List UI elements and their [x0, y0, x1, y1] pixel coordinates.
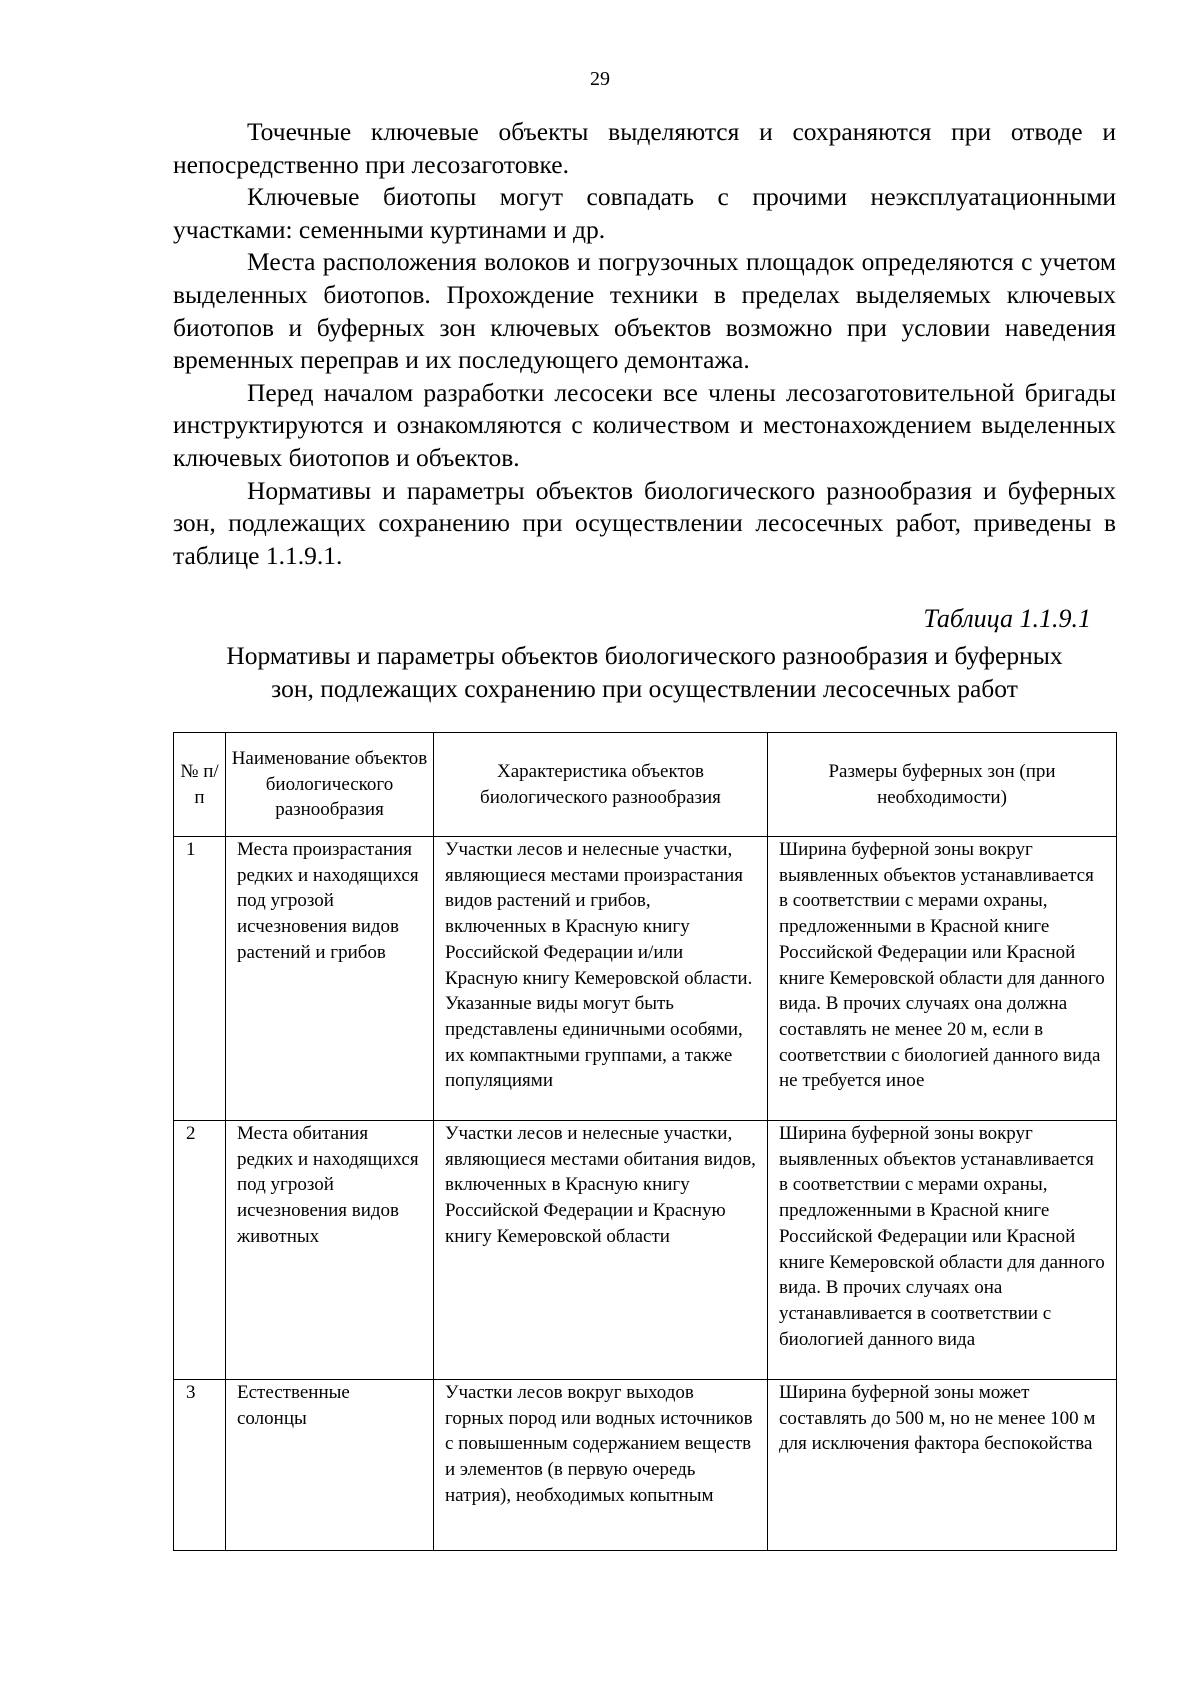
table-number-label: Таблица 1.1.9.1 — [923, 604, 1091, 633]
cell-characteristic: Участки лесов и нелесные участки, являющиеся местами произрастания видов растений и грибов, включенных в Красную книгу Российской Федерации и/или Красную книгу Кемеровской области. Указанные виды могут быть представлены единичными особями, их компактными группами, а также популяциями — [434, 837, 768, 1121]
paragraph: Перед началом разработки лесосеки все члены лесозаготовительной бригады инструктируются и ознакомляются с количеством и местонахождением выделенных ключевых биотопов и объектов. — [173, 377, 1116, 472]
biodiversity-table — [173, 732, 1117, 1551]
cell-num: 3 — [174, 1380, 226, 1551]
table-row — [174, 837, 1117, 1121]
cell-name: Места произрастания редких и находящихся под угрозой исчезновения видов растений и грибов — [226, 837, 434, 1121]
paragraph: Ключевые биотопы могут совпадать с прочими неэксплуатационными участками: семенными куртинами и др. — [173, 182, 1116, 244]
page-number: 29 — [590, 68, 610, 90]
body-text — [173, 116, 1116, 572]
header-buffer: Размеры буферных зон (при необходимости) — [768, 733, 1117, 837]
cell-num: 2 — [174, 1121, 226, 1380]
cell-name: Естественные солонцы — [226, 1380, 434, 1551]
paragraph: Нормативы и параметры объектов биологического разнообразия и буферных зон, подлежащих сохранению при осуществлении лесосечных работ, приведены в таблице 1.1.9.1. — [173, 475, 1116, 570]
header-characteristic: Характеристика объектов биологического разнообразия — [434, 733, 768, 837]
header-name: Наименование объектов биологического разнообразия — [226, 733, 434, 837]
header-num: № п/п — [174, 733, 226, 837]
cell-buffer: Ширина буферной зоны вокруг выявленных объектов устанавливается в соответствии с мерами охраны, предложенными в Красной книге Российской Федерации или Красной книге Кемеровской области для данного вида. В прочих случаях она устанавливается в соответствии с биологией данного вида — [768, 1121, 1117, 1380]
table-row — [174, 1121, 1117, 1380]
paragraph: Места расположения волоков и погрузочных площадок определяются с учетом выделенных биотопов. Прохождение техники в пределах выделяемых ключевых биотопов и буферных зон ключевых объектов возможно при условии наведения временных переправ и их последующего демонтажа. — [173, 247, 1116, 375]
table-title-line: зон, подлежащих сохранению при осуществлении лесосечных работ — [271, 674, 1018, 703]
table-row — [174, 1380, 1117, 1551]
table-title — [173, 639, 1116, 705]
paragraph: Точечные ключевые объекты выделяются и сохраняются при отводе и непосредственно при лесозаготовке. — [173, 117, 1116, 179]
cell-buffer: Ширина буферной зоны вокруг выявленных объектов устанавливается в соответствии с мерами охраны, предложенными в Красной книге Российской Федерации или Красной книге Кемеровской области для данного вида. В прочих случаях она должна составлять не менее 20 м, если в соответствии с биологией данного вида не требуется иное — [768, 837, 1117, 1121]
table-header-row — [174, 733, 1117, 837]
cell-buffer: Ширина буферной зоны может составлять до 500 м, но не менее 100 м для исключения фактора беспокойства — [768, 1380, 1117, 1551]
cell-characteristic: Участки лесов вокруг выходов горных пород или водных источников с повышенным содержанием веществ и элементов (в первую очередь натрия), необходимых копытным — [434, 1380, 768, 1551]
table-title-line: Нормативы и параметры объектов биологического разнообразия и буферных — [226, 641, 1063, 670]
cell-name: Места обитания редких и находящихся под угрозой исчезновения видов животных — [226, 1121, 434, 1380]
cell-num: 1 — [174, 837, 226, 1121]
cell-characteristic: Участки лесов и нелесные участки, являющиеся местами обитания видов, включенных в Красную книгу Российской Федерации и Красную книгу Кемеровской области — [434, 1121, 768, 1380]
